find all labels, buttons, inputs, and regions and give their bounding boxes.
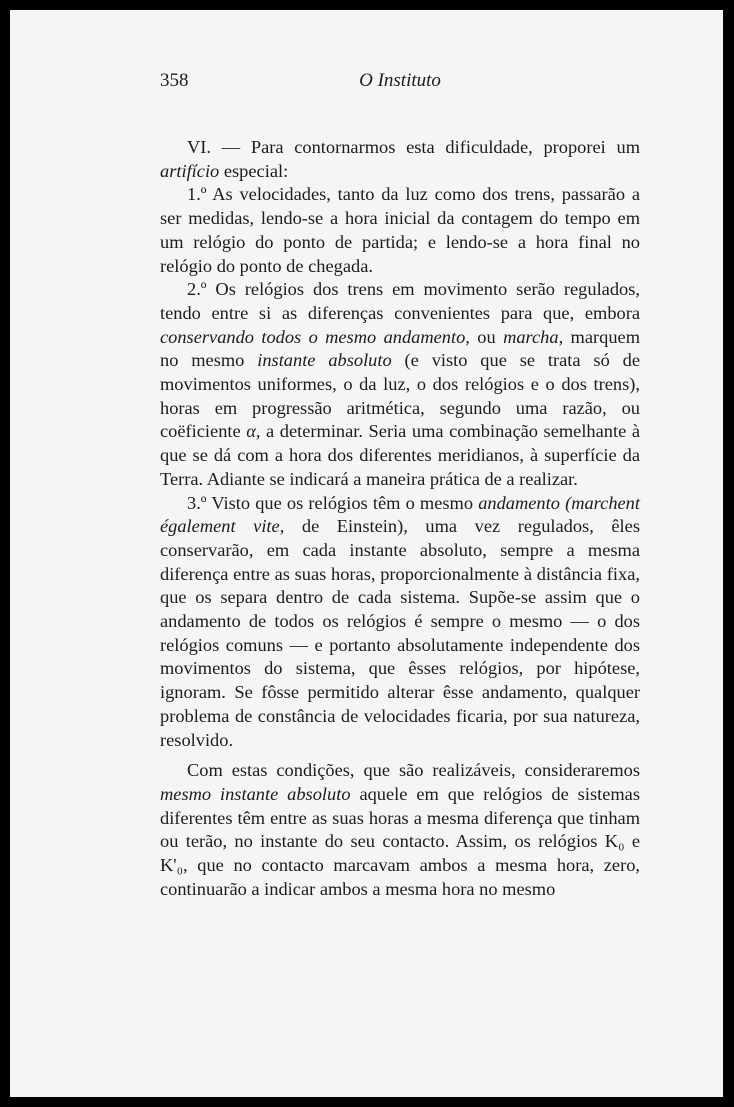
paragraph-2-d: (e visto que se trata só de movimentos uniformes, o da luz, o dos relógios e o dos trens), horas em progressão aritmética, segundo uma razão, ou coëficiente <box>160 350 640 442</box>
paragraph-4-a: Com estas condições, que são realizáveis, consideraremos <box>187 760 640 781</box>
paragraph-2-em3: instante absoluto <box>257 350 392 371</box>
paragraph-2-em2: marcha, <box>503 326 564 347</box>
paragraph-3-em1: andamento (marchent également vite, <box>160 492 640 537</box>
book-page <box>10 10 723 1097</box>
paragraph-3-b: de Einstein), uma vez regulados, êles conservarão, em cada instante absoluto, sempre a mesma diferença entre as suas horas, proporcionalmente à distância fixa, que os separa dentro de cada sistema. Supõe-se assim que o andamento de todos os relógios é sempre o mesmo — o dos relógios comuns — e portanto absolutamente independente dos movimentos do sistema, que êsses relógios, por hipótese, ignoram. Se fôsse permitido alterar êsse andamento, qualquer problema de constância de velocidades ficaria, por sua natureza, resolvido. <box>160 516 640 750</box>
paragraph-vi <box>160 136 640 183</box>
page-body <box>160 136 640 902</box>
paragraph-2-em1: conservando todos o mesmo andamento, <box>160 326 470 347</box>
paragraph-2-e: a determinar. Seria uma combinação semelhante à que se dá com a hora dos diferentes meridianos, à superfície da Terra. Adiante se indicará a maneira prática de a realizar. <box>160 421 640 489</box>
paragraph-vi-lead: VI. — Para contornarmos esta dificuldade, proporei um <box>187 137 640 157</box>
paragraph-3 <box>160 492 640 753</box>
paragraph-vi-tail: especial: <box>219 160 289 181</box>
paragraph-4-em1: mesmo instante absoluto <box>160 783 351 804</box>
paragraph-2 <box>160 278 640 491</box>
page-number: 358 <box>160 70 189 91</box>
paragraph-2-em4: α, <box>246 421 261 442</box>
paragraph-2-b: ou <box>469 326 504 347</box>
paragraph-4-b: aquele em que relógios de sistemas diferentes têm entre as suas horas a mesma diferença que tinham ou terão, no instante do seu contacto. Assim, os relógios K₀ e K'₀, que no contacto marcavam ambos a mesma hora, zero, continuarão a indicar ambos a mesma hora no mesmo <box>160 783 640 899</box>
paragraph-4 <box>160 759 640 901</box>
paragraph-vi-emphasis: artifício <box>160 160 220 181</box>
paragraph-1: 1.º As velocidades, tanto da luz como dos trens, passarão a ser medidas, lendo-se a hora inicial da contagem do tempo em um relógio do ponto de partida; e lendo-se a hora final no relógio do ponto de chegada. <box>160 184 640 276</box>
running-header <box>160 70 640 98</box>
paragraph-2-c: marquem no mesmo <box>160 326 640 371</box>
paragraph-3-a: 3.º Visto que os relógios têm o mesmo <box>187 492 479 513</box>
journal-title: O Instituto <box>359 70 441 91</box>
paragraph-2-a: 2.º Os relógios dos trens em movimento serão regulados, tendo entre si as diferenças convenientes para que, embora <box>160 279 640 323</box>
